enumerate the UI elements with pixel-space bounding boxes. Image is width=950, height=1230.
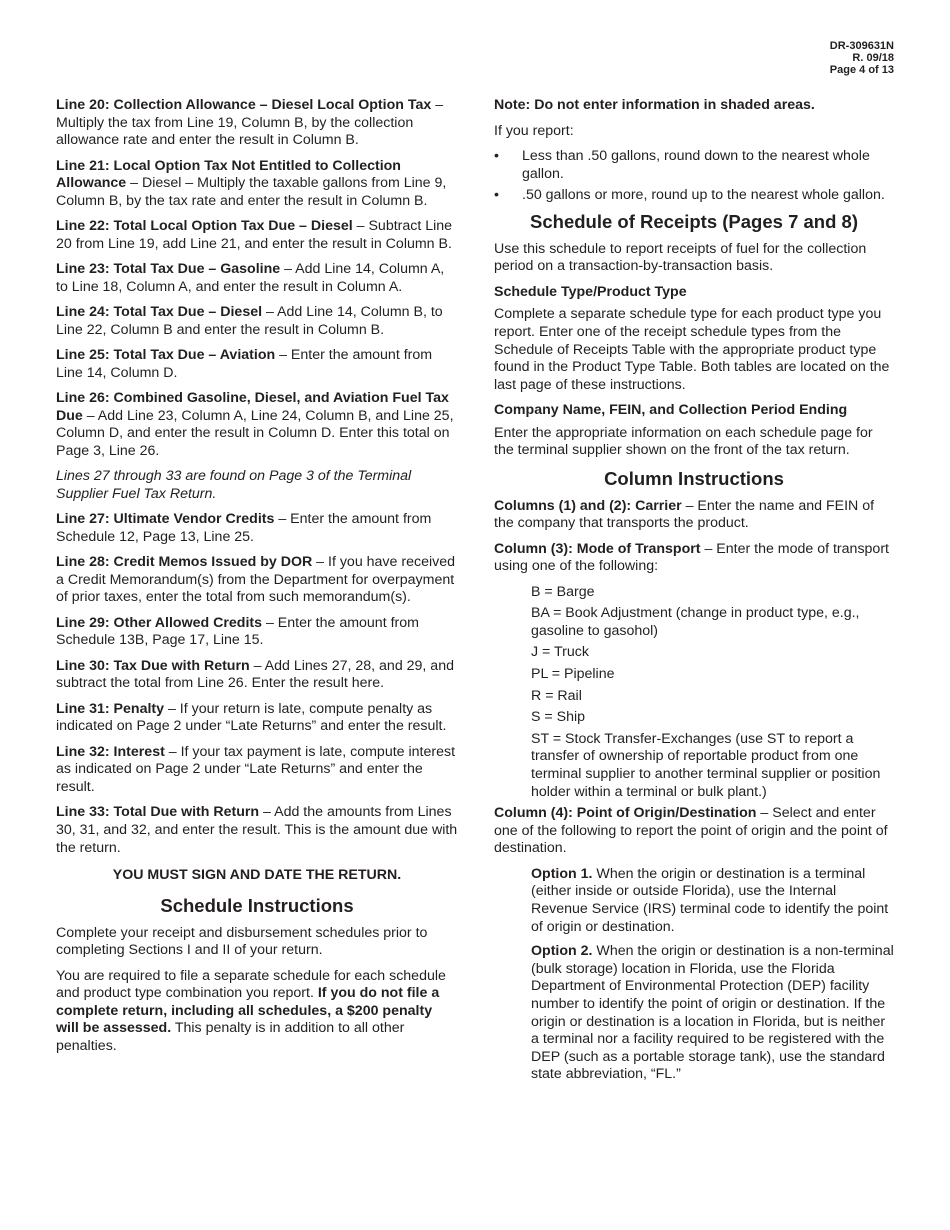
line-22: Line 22: Total Local Option Tax Due – Diesel – Subtract Line 20 from Line 19, add Line 21, and enter the result in Column B.: [56, 218, 453, 252]
schedule-paragraph-1: Complete your receipt and disbursement schedules prior to completing Sections I and II of your return.: [56, 924, 428, 959]
line-25: Line 25: Total Tax Due – Aviation – Enter the amount from Line 14, Column D.: [56, 347, 433, 381]
schedule-type-heading: Schedule Type/Product Type: [494, 283, 687, 300]
list-item: BA = Book Adjustment (change in product type, e.g., gasoline to gasohol): [531, 605, 860, 639]
line-23: Line 23: Total Tax Due – Gasoline – Add Line 14, Column A, to Line 18, Column A, and enter the result in Column A.: [56, 261, 445, 295]
column-instructions-heading: Column Instructions: [604, 467, 784, 489]
line-32: Line 32: Interest – If your tax payment is late, compute interest as indicated on Page 2 under “Late Returns” and enter the result.: [56, 743, 456, 795]
left-column: [56, 97, 458, 1063]
line-20: Line 20: Collection Allowance – Diesel Local Option Tax – Multiply the tax from Line 19, Column B, by the collection allowance rate and enter the result in Column B.: [56, 97, 444, 149]
list-item: PL = Pipeline: [531, 666, 615, 683]
columns-1-2: Columns (1) and (2): Carrier – Enter the name and FEIN of the company that transports the product.: [494, 497, 875, 532]
line-28: Line 28: Credit Memos Issued by DOR – If you have received a Credit Memorandum(s) from the Department for overpayment of prior taxes, enter the total from such memorandum(s).: [56, 554, 455, 606]
transport-modes: [494, 584, 894, 802]
line-21: Line 21: Local Option Tax Not Entitled to Collection Allowance – Diesel – Multiply the taxable gallons from Line 9, Column B, by the tax rate and enter the result in Column B.: [56, 157, 447, 209]
receipts-text: Use this schedule to report receipts of fuel for the collection period on a transaction-by-transaction basis.: [494, 240, 867, 275]
list-item: S = Ship: [531, 709, 586, 726]
column-4: Column (4): Point of Origin/Destination – Select and enter one of the following to report the point of origin and the point of destination.: [494, 805, 888, 857]
form-header: [830, 40, 894, 76]
form-id: DR-309631N: [829, 40, 894, 52]
sign-notice: YOU MUST SIGN AND DATE THE RETURN.: [112, 867, 402, 884]
if-you-report: If you report:: [494, 122, 574, 139]
list-item: R = Rail: [531, 687, 582, 704]
line-30: Line 30: Tax Due with Return – Add Lines 27, 28, and 29, and subtract the total from Line 26. Enter the result here.: [56, 657, 454, 692]
option-2: Option 2. When the origin or destination is a non-terminal (bulk storage) location in Florida, use the Florida Department of Environmental Protection (DEP) facility number to identify the point of origin or destination. If the origin or destination is a location in Florida, but is neither a terminal nor a facility required to be registered with the DEP (such as a portable storage tank), use the standard state abbreviation, “FL.”: [531, 943, 894, 1083]
rounding-list: [494, 148, 894, 205]
line-26: Line 26: Combined Gasoline, Diesel, and Aviation Fuel Tax Due – Add Line 23, Column A, Line 24, Column B, and Line 25, Column D, and enter the result in Column D. Enter this total on Page 3, Line 26.: [56, 390, 454, 459]
schedule-paragraph-2: You are required to file a separate schedule for each schedule and product type combination you report. If you do not file a complete return, including all schedules, a $200 penalty will be assessed. This penalty is in addition to all other penalties.: [56, 967, 446, 1055]
column-3: Column (3): Mode of Transport – Enter the mode of transport using one of the following:: [494, 540, 889, 575]
schedule-instructions-heading: Schedule Instructions: [160, 894, 354, 916]
lines-note: Lines 27 through 33 are found on Page 3 of the Terminal Supplier Fuel Tax Return.: [56, 468, 412, 502]
line-29: Line 29: Other Allowed Credits – Enter the amount from Schedule 13B, Page 17, Line 15.: [56, 614, 419, 649]
page-number: Page 4 of 13: [829, 64, 894, 76]
line-24: Line 24: Total Tax Due – Diesel – Add Line 14, Column B, to Line 22, Column B and enter the result in Column B.: [56, 304, 443, 338]
option-1: Option 1. When the origin or destination is a terminal (either inside or outside Florida), use the Internal Revenue Service (IRS) terminal code to identify the point of origin or destination.: [531, 865, 889, 935]
line-31: Line 31: Penalty – If your return is late, compute penalty as indicated on Page 2 under “Late Returns” and enter the result.: [56, 700, 447, 735]
right-column: [494, 97, 894, 1091]
list-item: J = Truck: [531, 644, 589, 661]
form-revision: R. 09/18: [852, 52, 894, 64]
schedule-of-receipts-heading: Schedule of Receipts (Pages 7 and 8): [530, 210, 858, 232]
shaded-areas-note: Note: Do not enter information in shaded areas.: [494, 97, 815, 113]
company-name-heading: Company Name, FEIN, and Collection Period Ending: [494, 402, 848, 419]
list-item: B = Barge: [531, 583, 595, 600]
schedule-type-text: Complete a separate schedule type for each product type you report. Enter one of the receipt schedule types from the Schedule of Receipts Table with the appropriate product type found in the Product Type Table. Both tables are located on the last page of these instructions.: [494, 306, 890, 393]
line-33: Line 33: Total Due with Return – Add the amounts from Lines 30, 31, and 32, and enter the result. This is the amount due with the return.: [56, 804, 458, 856]
line-27: Line 27: Ultimate Vendor Credits – Enter the amount from Schedule 12, Page 13, Line 25.: [56, 511, 432, 545]
list-item: • .50 gallons or more, round up to the nearest whole gallon.: [494, 187, 894, 205]
list-item: • Less than .50 gallons, round down to the nearest whole gallon.: [494, 148, 894, 183]
list-item: ST = Stock Transfer-Exchanges (use ST to report a transfer of ownership of reportable product from one terminal supplier to another terminal supplier or position holder within a terminal or bulk plant.): [531, 730, 881, 800]
company-name-text: Enter the appropriate information on each schedule page for the terminal supplier shown on the front of the tax return.: [494, 424, 873, 459]
